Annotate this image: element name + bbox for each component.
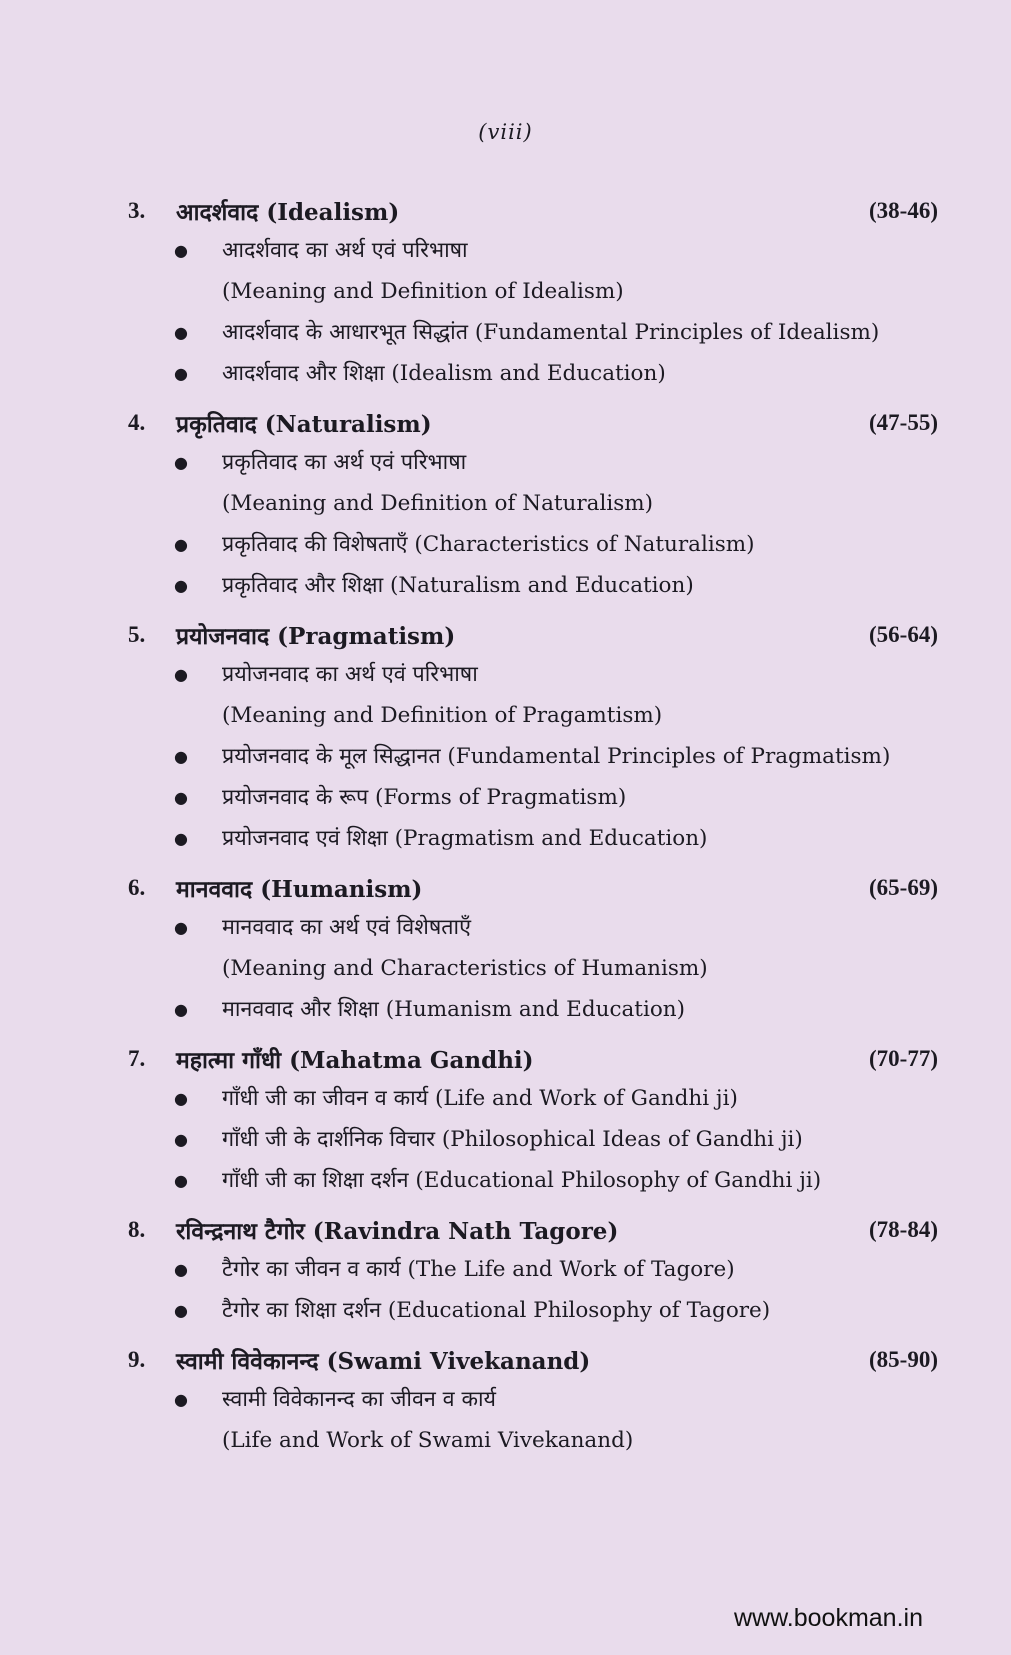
chapter-heading [128, 1211, 938, 1249]
toc-list-item [128, 1160, 938, 1201]
toc-list-item [128, 442, 938, 524]
chapter-number: 3. [128, 198, 146, 223]
bullet-icon: ● [174, 829, 188, 848]
toc-list-item [128, 1379, 938, 1461]
toc-list-item [128, 312, 938, 353]
watermark: www.bookman.in [734, 1604, 923, 1632]
chapter-heading [128, 869, 938, 907]
list-item-line: प्रकृतिवाद और शिक्षा (Naturalism and Education) [222, 573, 694, 598]
toc-list-item [128, 524, 938, 565]
list-item-text [222, 1249, 938, 1290]
chapter-number: 6. [128, 875, 146, 900]
list-item-text [222, 1379, 938, 1461]
list-item-text [222, 1119, 938, 1160]
list-item-line: टैगोर का शिक्षा दर्शन (Educational Philosophy of Tagore) [222, 1298, 771, 1323]
chapter-title: रविन्द्रनाथ टैगोर (Ravindra Nath Tagore) [176, 1218, 619, 1245]
list-item-line: आदर्शवाद और शिक्षा (Idealism and Education) [222, 361, 666, 386]
bullet-icon: ● [174, 1130, 188, 1149]
list-item-line: गाँधी जी का जीवन व कार्य (Life and Work of Gandhi ji) [222, 1086, 738, 1111]
toc-list-item [128, 777, 938, 818]
bullet-icon: ● [174, 364, 188, 383]
chapter-number: 9. [128, 1347, 146, 1372]
list-item-text [222, 989, 938, 1030]
bullet-icon: ● [174, 1089, 188, 1108]
chapter-heading [128, 1341, 938, 1379]
toc-list-item [128, 1078, 938, 1119]
toc-list-item [128, 230, 938, 312]
list-item-line: गाँधी जी के दार्शनिक विचार (Philosophical Ideas of Gandhi ji) [222, 1127, 803, 1152]
bullet-icon: ● [174, 1000, 188, 1019]
chapter-title: प्रयोजनवाद (Pragmatism) [176, 623, 456, 650]
list-item-line: गाँधी जी का शिक्षा दर्शन (Educational Philosophy of Gandhi ji) [222, 1168, 822, 1193]
bullet-icon: ● [174, 453, 188, 472]
chapter-number: 8. [128, 1217, 146, 1242]
list-item-line: (Meaning and Definition of Pragamtism) [222, 703, 663, 728]
list-item-text [222, 1290, 938, 1331]
bullet-icon: ● [174, 918, 188, 937]
list-item-text [222, 524, 938, 565]
toc-list-item [128, 353, 938, 394]
bullet-icon: ● [174, 323, 188, 342]
chapter-title: आदर्शवाद (Idealism) [176, 199, 400, 226]
list-item-text [222, 1160, 938, 1201]
bullet-icon: ● [174, 535, 188, 554]
chapter-heading [128, 404, 938, 442]
list-item-line: (Meaning and Definition of Idealism) [222, 279, 624, 304]
toc-list-item [128, 565, 938, 606]
list-item-text [222, 818, 938, 859]
list-item-text [222, 312, 938, 353]
bullet-icon: ● [174, 788, 188, 807]
list-item-text [222, 565, 938, 606]
list-item-text [222, 736, 938, 777]
chapter-number: 4. [128, 410, 146, 435]
list-item-line: प्रयोजनवाद एवं शिक्षा (Pragmatism and Education) [222, 826, 708, 851]
toc-chapter [128, 1211, 938, 1331]
list-item-text [222, 654, 938, 736]
chapter-heading [128, 1040, 938, 1078]
list-item-line: (Meaning and Characteristics of Humanism) [222, 956, 708, 981]
chapter-title: स्वामी विवेकानन्द (Swami Vivekanand) [176, 1348, 591, 1375]
toc-list-item [128, 907, 938, 989]
toc-chapter [128, 1040, 938, 1201]
list-item-text [222, 230, 938, 312]
chapter-page-range: (47-55) [869, 410, 938, 435]
chapter-title: महात्मा गाँधी (Mahatma Gandhi) [176, 1047, 534, 1074]
list-item-line: स्वामी विवेकानन्द का जीवन व कार्य [222, 1387, 497, 1412]
bullet-icon: ● [174, 665, 188, 684]
list-item-text [222, 907, 938, 989]
bullet-icon: ● [174, 1390, 188, 1409]
list-item-line: मानववाद का अर्थ एवं विशेषताएँ [222, 915, 471, 940]
toc-list-item [128, 818, 938, 859]
bullet-icon: ● [174, 1260, 188, 1279]
toc-chapter [128, 616, 938, 859]
toc-list-item [128, 1249, 938, 1290]
toc-chapter [128, 1341, 938, 1461]
list-item-line: टैगोर का जीवन व कार्य (The Life and Work of Tagore) [222, 1257, 735, 1282]
toc-list-item [128, 654, 938, 736]
table-of-contents [128, 192, 938, 1471]
chapter-page-range: (38-46) [869, 198, 938, 223]
toc-list-item [128, 736, 938, 777]
list-item-line: प्रकृतिवाद की विशेषताएँ (Characteristics of Naturalism) [222, 532, 755, 557]
list-item-line: प्रयोजनवाद के रूप (Forms of Pragmatism) [222, 785, 627, 810]
list-item-text [222, 442, 938, 524]
toc-list-item [128, 989, 938, 1030]
list-item-line: (Life and Work of Swami Vivekanand) [222, 1428, 634, 1453]
list-item-line: प्रकृतिवाद का अर्थ एवं परिभाषा [222, 450, 467, 475]
toc-list-item [128, 1290, 938, 1331]
list-item-line: आदर्शवाद के आधारभूत सिद्धांत (Fundamental Principles of Idealism) [222, 320, 880, 345]
list-item-text [222, 777, 938, 818]
list-item-line: आदर्शवाद का अर्थ एवं परिभाषा [222, 238, 468, 263]
toc-list-item [128, 1119, 938, 1160]
bullet-icon: ● [174, 241, 188, 260]
bullet-icon: ● [174, 1171, 188, 1190]
list-item-text [222, 1078, 938, 1119]
chapter-page-range: (70-77) [869, 1046, 938, 1071]
chapter-title: मानववाद (Humanism) [176, 876, 423, 903]
chapter-heading [128, 192, 938, 230]
list-item-line: (Meaning and Definition of Naturalism) [222, 491, 654, 516]
chapter-heading [128, 616, 938, 654]
list-item-line: मानववाद और शिक्षा (Humanism and Education) [222, 997, 686, 1022]
toc-chapter [128, 869, 938, 1030]
page-number: (viii) [478, 120, 533, 144]
chapter-page-range: (78-84) [869, 1217, 938, 1242]
list-item-line: प्रयोजनवाद के मूल सिद्धानत (Fundamental Principles of Pragmatism) [222, 744, 891, 769]
chapter-page-range: (56-64) [869, 622, 938, 647]
chapter-page-range: (65-69) [869, 875, 938, 900]
bullet-icon: ● [174, 747, 188, 766]
list-item-line: प्रयोजनवाद का अर्थ एवं परिभाषा [222, 662, 478, 687]
list-item-text [222, 353, 938, 394]
toc-chapter [128, 192, 938, 394]
bullet-icon: ● [174, 1301, 188, 1320]
chapter-title: प्रकृतिवाद (Naturalism) [176, 411, 432, 438]
chapter-page-range: (85-90) [869, 1347, 938, 1372]
chapter-number: 5. [128, 622, 146, 647]
toc-chapter [128, 404, 938, 606]
chapter-number: 7. [128, 1046, 146, 1071]
bullet-icon: ● [174, 576, 188, 595]
